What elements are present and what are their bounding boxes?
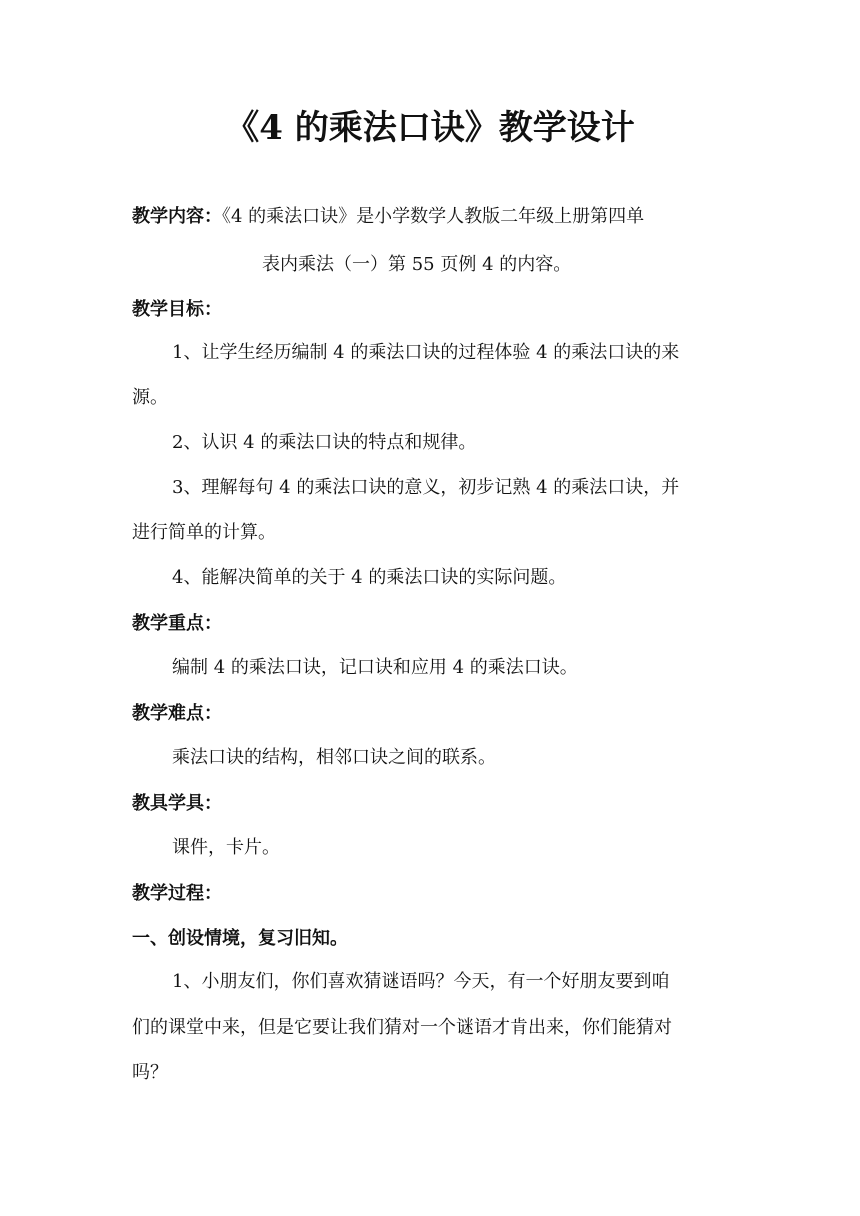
process-p1-line-3: 吗？ bbox=[132, 1062, 168, 1083]
goal-4: 4、能解决简单的关于 4 的乘法口诀的实际问题。 bbox=[172, 567, 567, 588]
document-title: 《4 的乘法口诀》教学设计 bbox=[225, 108, 635, 148]
process-heading: 教学过程： bbox=[132, 883, 222, 904]
tools-heading: 教具学具： bbox=[132, 793, 222, 814]
goal-2: 2、认识 4 的乘法口诀的特点和规律。 bbox=[172, 432, 477, 453]
process-p1-line-1: 1、小朋友们，你们喜欢猜谜语吗？今天，有一个好朋友要到咱 bbox=[172, 971, 670, 992]
goal-3-line-1: 3、理解每句 4 的乘法口诀的意义，初步记熟 4 的乘法口诀，并 bbox=[172, 477, 680, 498]
content-text-1: 《4 的乘法口诀》是小学数学人教版二年级上册第四单 bbox=[222, 206, 645, 227]
process-section-1: 一、创设情境，复习旧知。 bbox=[132, 928, 348, 949]
process-p1-line-2: 们的课堂中来，但是它要让我们猜对一个谜语才肯出来，你们能猜对 bbox=[132, 1017, 672, 1038]
tools-text: 课件，卡片。 bbox=[172, 837, 280, 858]
goals-heading: 教学目标： bbox=[132, 299, 222, 320]
goal-1-line-1: 1、让学生经历编制 4 的乘法口诀的过程体验 4 的乘法口诀的来 bbox=[172, 342, 680, 363]
goal-1-line-2: 源。 bbox=[132, 387, 168, 408]
difficulties-heading: 教学难点： bbox=[132, 703, 222, 724]
content-line-2: 表内乘法（一）第 55 页例 4 的内容。 bbox=[262, 254, 572, 275]
goal-3-line-2: 进行简单的计算。 bbox=[132, 522, 276, 543]
key-points-heading: 教学重点： bbox=[132, 613, 222, 634]
key-points-text: 编制 4 的乘法口诀，记口诀和应用 4 的乘法口诀。 bbox=[172, 657, 578, 678]
difficulties-text: 乘法口诀的结构，相邻口诀之间的联系。 bbox=[172, 747, 496, 768]
content-label: 教学内容： bbox=[132, 206, 222, 227]
content-line-1 bbox=[132, 203, 732, 231]
